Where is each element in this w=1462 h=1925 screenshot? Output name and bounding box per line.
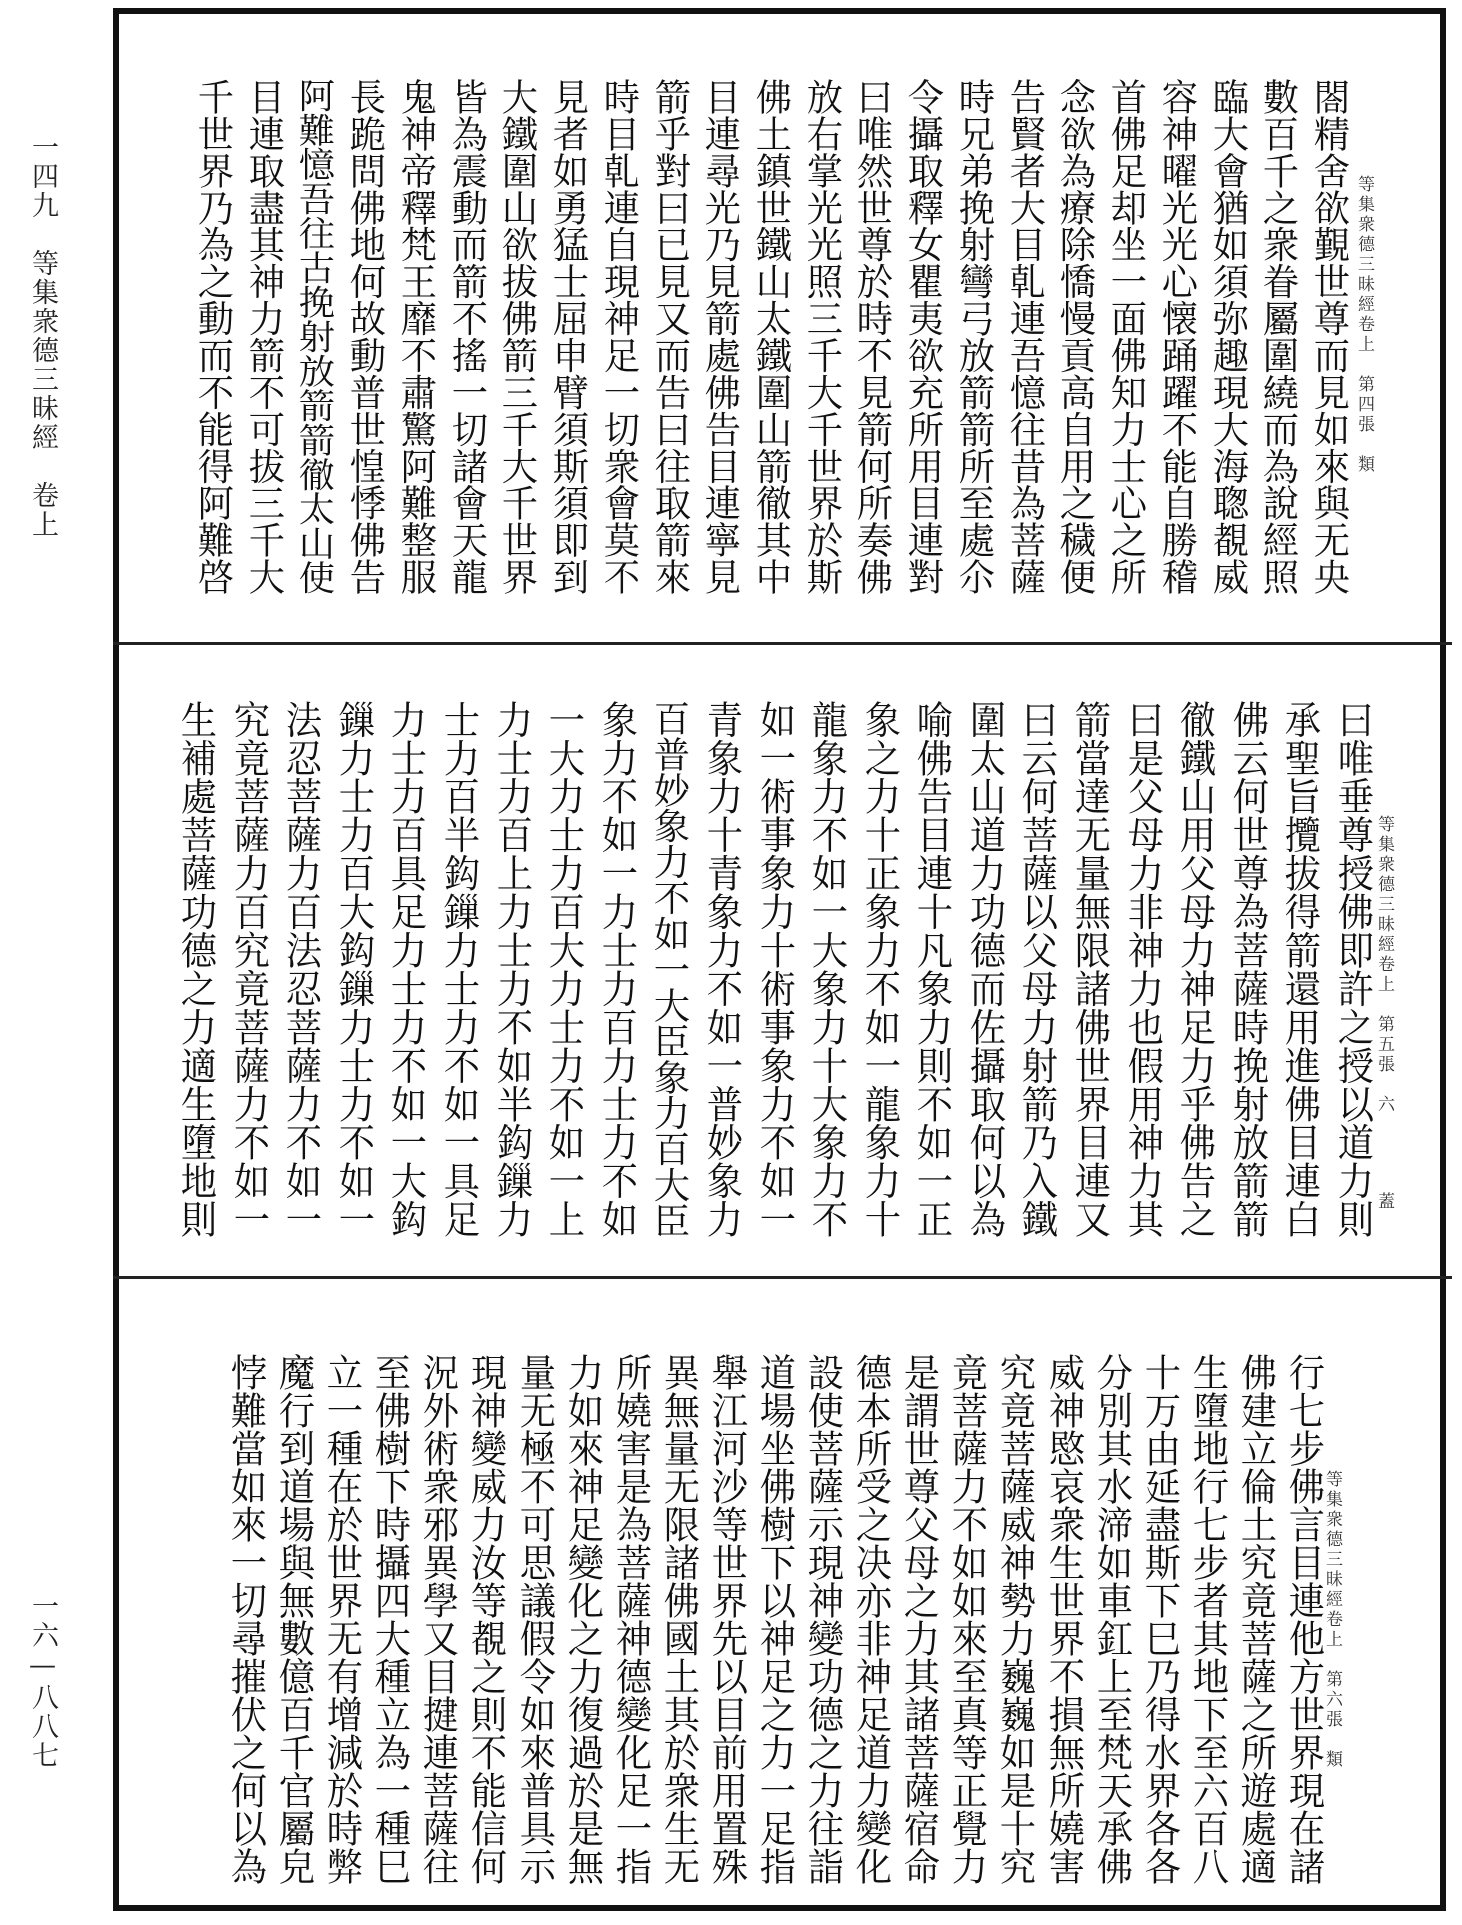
text-column: 告賢者大目乹連吾憶往昔為菩薩 xyxy=(1003,78,1047,595)
page-number: 一六—八八七 xyxy=(27,1592,58,1770)
text-column: 力士力百上力士力不如半鈎鏁力 xyxy=(490,700,534,1239)
text-column: 佛土鎮世鐵山太鐵圍山箭徹其中 xyxy=(750,78,794,595)
text-column: 道場坐佛樹下以神足之力一足指 xyxy=(754,1353,798,1886)
text-column: 曰唯然世尊於時不見箭何所奏佛 xyxy=(851,78,895,595)
text-column: 圍太山道力功德而佐攝取何以為 xyxy=(964,700,1007,1239)
text-column: 容神曜光光心懐踊躍不能自勝稽 xyxy=(1156,78,1199,595)
text-column: 首佛足却坐一面佛知力士心之所 xyxy=(1105,78,1149,595)
panel-divider xyxy=(113,1276,1452,1279)
text-column: 是謂世尊父母之力其諸菩薩宿命 xyxy=(898,1353,942,1886)
text-column: 時目乹連自現神足一切衆會莫不 xyxy=(598,78,641,595)
text-column: 十万由延盡斯下巳乃得水界各各 xyxy=(1138,1353,1182,1886)
text-column: 千世界乃為之動而不能得阿難啓 xyxy=(192,78,236,595)
text-column: 一大力士力百大力士力不如一上 xyxy=(543,700,587,1239)
text-column: 至佛樹下時攝四大種立為一種巳 xyxy=(369,1353,413,1886)
text-column: 現神變威力汝等覩之則不能信何 xyxy=(465,1353,509,1886)
text-column: 大鐵圍山欲拔佛箭三千大千世界 xyxy=(496,78,540,595)
text-column: 佛云何世尊為菩薩時挽射放箭箭 xyxy=(1227,700,1270,1239)
text-column: 箭乎對曰已見又而告曰往取箭來 xyxy=(648,78,692,595)
text-column: 力如來神足變化之力復過於是無 xyxy=(561,1353,605,1886)
text-column: 佛建立倫土究竟菩薩之所遊處適 xyxy=(1235,1353,1279,1886)
text-column: 徹鐵山用父母力神足力乎佛告之 xyxy=(1174,700,1218,1239)
text-column: 如一術事象力十術事象力不如一 xyxy=(753,700,797,1239)
text-column: 鬼神帝釋梵王靡不肅驚阿難整服 xyxy=(395,78,439,595)
text-column: 象之力十正象力不如一龍象力十 xyxy=(858,700,902,1239)
text-column: 立一種在於世界无有增減於時弊 xyxy=(321,1353,365,1886)
text-column: 曰唯垂尊授佛即許之授以道力則 xyxy=(1332,700,1376,1239)
text-column: 臨大會猶如須弥趣現大海聦覩威 xyxy=(1206,78,1250,595)
text-column: 令攝取釋女瞿夷欲充所用目連對 xyxy=(902,78,946,595)
text-column: 長跪問佛地何故動普世惶悸佛告 xyxy=(344,78,388,595)
text-column: 數百千之衆眷屬圍繞而為說經照 xyxy=(1257,78,1301,595)
text-column: 見者如勇猛士屈申臂須斯須即到 xyxy=(547,78,591,595)
text-column: 量无極不可思議假令如來普具示 xyxy=(513,1353,557,1886)
text-column: 法忍菩薩力百法忍菩薩力不如一 xyxy=(280,700,324,1239)
text-column: 放右掌光光照三千大千世界於斯 xyxy=(800,78,844,595)
text-column: 目連尋光乃見箭處佛告目連寧見 xyxy=(699,78,743,595)
marginal-note: 等集衆德三昧經卷上 第六張 類 xyxy=(1322,1470,1342,1770)
text-column: 德本所受之决亦非神足道力變化 xyxy=(850,1353,894,1886)
text-column: 究竟菩薩威神勢力巍巍如是十究 xyxy=(994,1353,1038,1886)
text-column: 皆為震動而箭不搖一切諸會天龍 xyxy=(445,78,489,595)
text-column: 分別其水渧如車釭上至梵天承佛 xyxy=(1090,1353,1134,1886)
text-column: 設使菩薩示現神變功德之力往詣 xyxy=(802,1353,846,1886)
text-column: 龍象力不如一大象力十大象力不 xyxy=(806,700,850,1239)
text-column: 目連取盡其神力箭不可拔三千大 xyxy=(242,78,286,595)
text-column: 士力百半鈎鏁力士力不如一具足 xyxy=(438,700,482,1239)
marginal-note: 等集衆德三昧經卷上 第四張 類 xyxy=(1354,175,1374,475)
text-column: 威神愍哀衆生世界不損無所嬈害 xyxy=(1042,1353,1086,1886)
text-column: 力士力百具足力士力不如一大鈎 xyxy=(385,700,429,1239)
text-column: 象力不如一力士力百力士力不如 xyxy=(595,700,639,1239)
text-column: 箭當達无量無限諸佛世界目連又 xyxy=(1069,700,1113,1239)
text-column: 曰是父母力非神力也假用神力其 xyxy=(1121,700,1165,1239)
text-column: 曰云何菩薩以父母力射箭乃入鐵 xyxy=(1016,700,1060,1239)
text-column: 異無量无限諸佛國土其於衆生无 xyxy=(658,1353,701,1886)
text-column: 百普妙象力不如一大臣象力百大臣 xyxy=(648,700,692,1239)
text-column: 阿難憶吾往古挽射放箭箭徹太山使 xyxy=(293,78,337,595)
marginal-mark: 蓋 xyxy=(1374,1192,1394,1212)
text-column: 生墮地行七步者其地下至六百八 xyxy=(1187,1353,1230,1886)
text-column: 所嬈害是為菩薩神德變化足一指 xyxy=(609,1353,653,1886)
panel-divider xyxy=(113,642,1452,645)
text-column: 行七步佛言目連他方世界現在諸 xyxy=(1283,1353,1327,1886)
text-column: 況外術衆邪異學又目揵連菩薩往 xyxy=(417,1353,461,1886)
text-column: 閤精舍欲覲世尊而見如來與无央 xyxy=(1308,78,1352,595)
text-column: 魔行到道場與無數億百千官屬皃 xyxy=(273,1353,317,1886)
margin-title: 一四九 等集衆德三昧經 卷上 xyxy=(27,133,58,539)
text-column: 究竟菩薩力百究竟菩薩力不如一 xyxy=(227,700,271,1239)
text-column: 竟菩薩力不如如來至真等正覺力 xyxy=(946,1353,990,1886)
text-column: 青象力十青象力不如一普妙象力 xyxy=(701,700,745,1239)
marginal-note: 等集衆德三昧經卷上 第五張 六 xyxy=(1374,815,1394,1115)
text-column: 悖難當如來一切尋摧伏之何以為 xyxy=(225,1353,269,1886)
text-column: 舉江河沙等世界先以目前用置殊 xyxy=(706,1353,750,1886)
text-column: 承聖旨攬拔得箭還用進佛目連白 xyxy=(1279,700,1323,1239)
text-column: 時兄弟挽射彎弓放箭箭所至處尒 xyxy=(953,78,997,595)
text-column: 喻佛告目連十凡象力則不如一正 xyxy=(911,700,955,1239)
text-column: 念欲為療除憍慢貢高自用之穢便 xyxy=(1054,78,1098,595)
text-column: 生補處菩薩功德之力適生墮地則 xyxy=(175,700,219,1239)
text-column: 鏁力士力百大鈎鏁力士力不如一 xyxy=(332,700,376,1239)
